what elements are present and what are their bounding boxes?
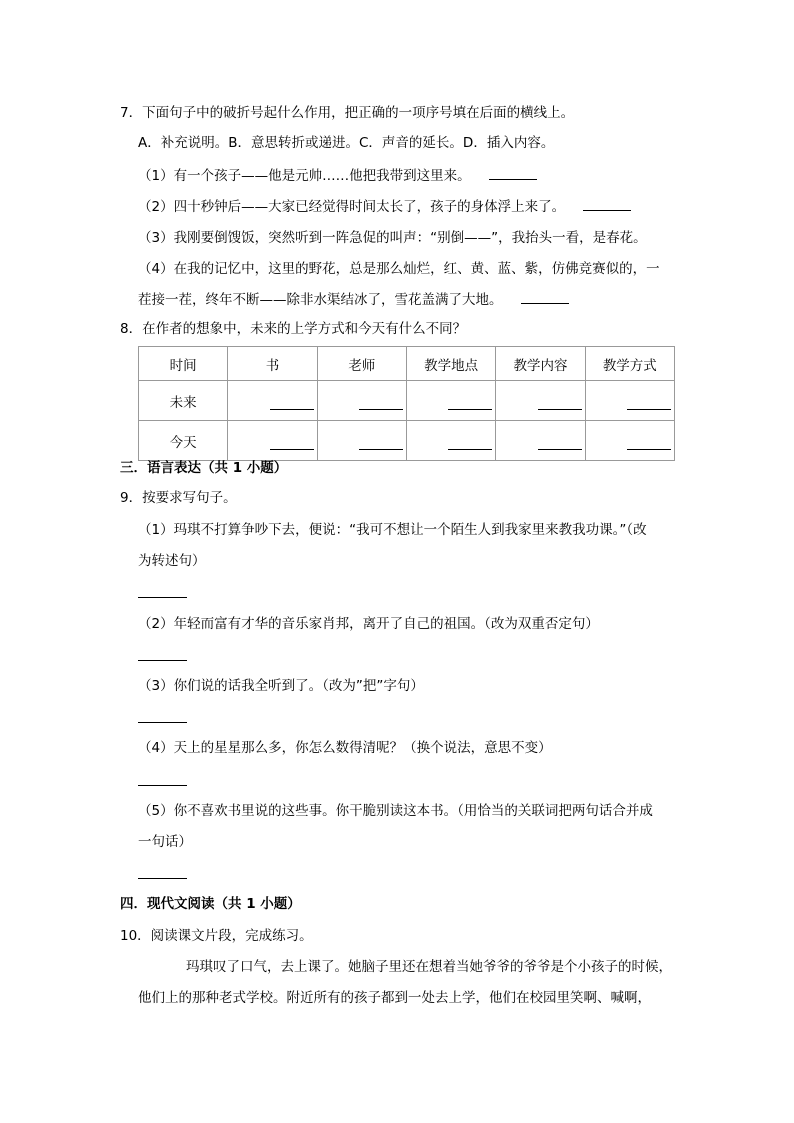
row-label-today: 今天 — [139, 421, 228, 461]
q7-item-1 — [138, 165, 537, 186]
q9-answer-line-5[interactable] — [138, 878, 187, 879]
answer-blank[interactable] — [627, 397, 671, 410]
answer-cell[interactable] — [317, 381, 406, 421]
answer-blank[interactable] — [627, 437, 671, 450]
q7-item-2-text: （2）四十秒钟后——大家已经觉得时间太长了，孩子的身体浮上来了。 — [138, 199, 566, 215]
q9-answer-line-4[interactable] — [138, 785, 187, 786]
answer-cell[interactable] — [406, 421, 495, 461]
q7-item-4: （4）在我的记忆中，这里的野花，总是那么灿烂，红、黄、蓝、紫，仿佛竞赛似的，一 — [138, 261, 660, 277]
q9-item-4: （4）天上的星星那么多，你怎么数得清呢？（换个说法，意思不变） — [138, 740, 552, 756]
q7-item-1-text: （1）有一个孩子——他是元帅……他把我带到这里来。 — [138, 168, 471, 184]
answer-cell[interactable] — [228, 381, 317, 421]
q9-item-1-cont: 为转述句） — [138, 553, 206, 569]
q9-item-5: （5）你不喜欢书里说的这些事。你干脆别读这本书。（用恰当的关联词把两句话合并成 — [138, 803, 653, 819]
q7-title: 7．下面句子中的破折号起什么作用，把正确的一项序号填在后面的横线上。 — [120, 105, 575, 121]
answer-blank[interactable] — [359, 437, 403, 450]
answer-cell[interactable] — [585, 381, 674, 421]
answer-blank[interactable] — [270, 397, 314, 410]
answer-blank[interactable] — [448, 437, 492, 450]
q7-item-2 — [138, 196, 631, 217]
q7-options: A．补充说明。B．意思转折或递进。C．声音的延长。D．插入内容。 — [138, 135, 555, 151]
q9-item-2: （2）年轻而富有才华的音乐家肖邦，离开了自己的祖国。（改为双重否定句） — [138, 616, 599, 632]
answer-blank[interactable] — [448, 397, 492, 410]
answer-cell[interactable] — [228, 421, 317, 461]
answer-cell[interactable] — [585, 421, 674, 461]
header-cell-book: 书 — [228, 347, 317, 381]
answer-cell[interactable] — [496, 381, 585, 421]
section-3-heading: 三．语言表达（共 1 小题） — [120, 460, 288, 476]
q10-title: 10．阅读课文片段，完成练习。 — [120, 928, 313, 944]
q8-comparison-table — [138, 346, 675, 461]
header-cell-method: 教学方式 — [585, 347, 674, 381]
q10-passage-line-1: 玛琪叹了口气，去上课了。她脑子里还在想着当她爷爷的爷爷是个小孩子的时候， — [186, 959, 672, 975]
q8-title: 8．在作者的想象中，未来的上学方式和今天有什么不同？ — [120, 321, 467, 337]
answer-cell[interactable] — [406, 381, 495, 421]
q9-item-3: （3）你们说的话我全听到了。（改为”把”字句） — [138, 678, 424, 694]
row-label-future: 未来 — [139, 381, 228, 421]
answer-blank[interactable] — [359, 397, 403, 410]
header-cell-teacher: 老师 — [317, 347, 406, 381]
answer-blank[interactable] — [270, 437, 314, 450]
table-row — [139, 381, 675, 421]
header-cell-location: 教学地点 — [406, 347, 495, 381]
header-cell-content: 教学内容 — [496, 347, 585, 381]
q9-item-1: （1）玛琪不打算争吵下去，便说：“我可不想让一个陌生人到我家里来教我功课。”（改 — [138, 522, 647, 538]
q9-answer-line-1[interactable] — [138, 597, 187, 598]
answer-blank[interactable] — [538, 397, 582, 410]
q9-title: 9．按要求写句子。 — [120, 490, 237, 506]
table-row — [139, 421, 675, 461]
q7-item-4-cont-text: 茬接一茬，终年不断——除非水渠结冰了，雪花盖满了大地。 — [138, 292, 503, 308]
q7-answer-blank-1[interactable] — [489, 165, 537, 180]
q7-item-4-cont — [138, 289, 569, 310]
answer-cell[interactable] — [317, 421, 406, 461]
header-cell-time: 时间 — [139, 347, 228, 381]
q9-item-5-cont: 一句话） — [138, 834, 192, 850]
q9-answer-line-3[interactable] — [138, 722, 187, 723]
table-header-row — [139, 347, 675, 381]
section-4-heading: 四．现代文阅读（共 1 小题） — [120, 896, 301, 912]
q7-answer-blank-4[interactable] — [521, 289, 569, 304]
q9-answer-line-2[interactable] — [138, 660, 187, 661]
q10-passage-line-2: 他们上的那种老式学校。附近所有的孩子都到一处去上学，他们在校园里笑啊、喊啊， — [138, 990, 651, 1006]
q7-answer-blank-2[interactable] — [583, 196, 631, 211]
q7-item-3: （3）我刚要倒馊饭，突然听到一阵急促的叫声：“别倒——”，我抬头一看，是春花。 — [138, 230, 647, 246]
answer-cell[interactable] — [496, 421, 585, 461]
answer-blank[interactable] — [538, 437, 582, 450]
